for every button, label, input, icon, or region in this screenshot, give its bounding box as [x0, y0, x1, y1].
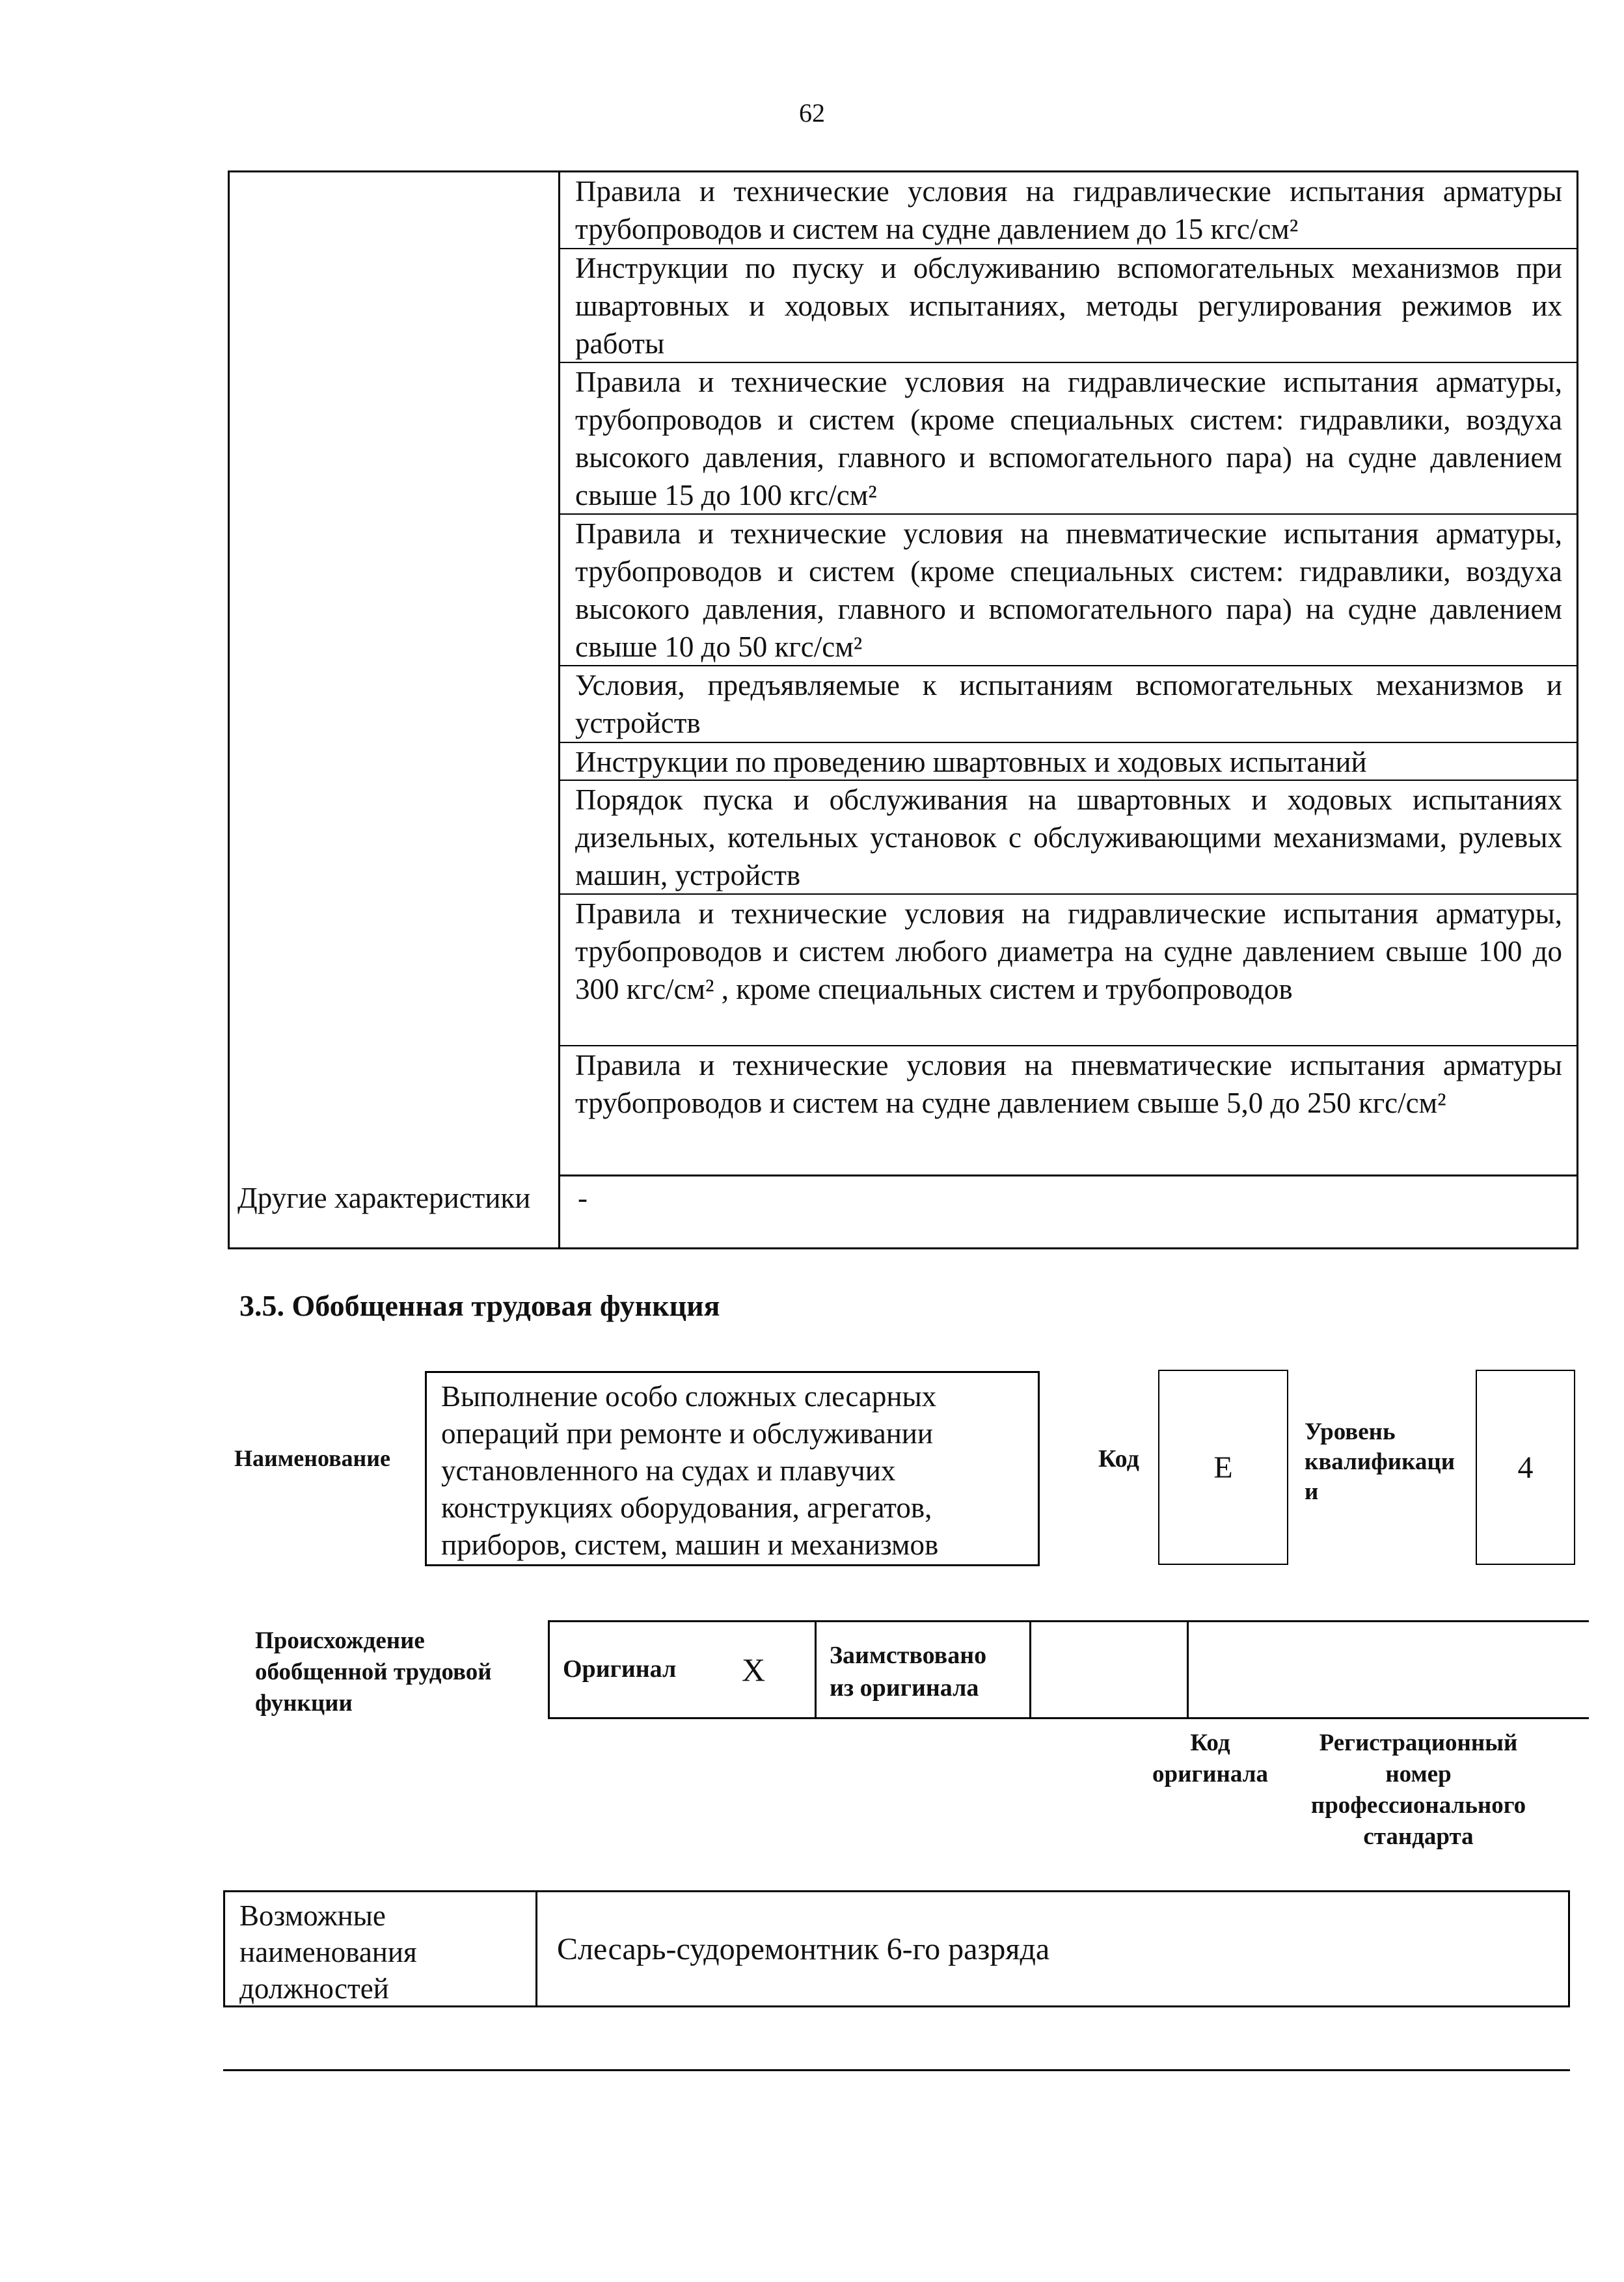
registration-number-cell	[1187, 1620, 1589, 1719]
original-code-cell	[1029, 1620, 1189, 1719]
positions-table	[223, 1890, 1570, 2007]
qualification-level-label: Уровень квалификаци и	[1305, 1419, 1455, 1505]
positions-label: Возможные наименования должностей	[225, 1892, 537, 2005]
name-label: Наименование	[234, 1445, 390, 1471]
footer-divider	[223, 2069, 1570, 2071]
knowledge-row: Инструкции по пуску и обслуживанию вспомогательных механизмов при швартовных и ходовых испытаниях, методы регулирования режимов их работы	[558, 249, 1577, 363]
other-characteristics-label: Другие характеристики	[237, 1182, 531, 1214]
qualification-level-value: 4	[1476, 1370, 1575, 1565]
other-characteristics-value: -	[578, 1182, 588, 1214]
knowledge-row: Правила и технические условия на гидравлические испытания арматуры, трубопроводов и систем любого диаметра на судне давлением свыше 100 до 300 кгс/см² , кроме специальных систем и трубопроводов	[558, 895, 1577, 1046]
borrowed-label: Заимствовано из оригинала	[815, 1620, 1031, 1719]
knowledge-table	[228, 170, 1578, 1249]
knowledge-row: Правила и технические условия на гидравлические испытания арматуры трубопроводов и систем на судне давлением до 15 кгс/см²	[558, 172, 1577, 249]
knowledge-row: Условия, предъявляемые к испытаниям вспомогательных механизмов и устройств	[558, 666, 1577, 743]
positions-value: Слесарь-судоремонтник 6-го разряда	[557, 1931, 1050, 1966]
knowledge-row: Правила и технические условия на гидравлические испытания арматуры, трубопроводов и систем (кроме специальных систем: гидравлики, воздуха высокого давления, главного и вспомогательного пара) на судне давлением свыше 15 до 100 кгс/см²	[558, 363, 1577, 515]
origin-table	[548, 1620, 1589, 1719]
knowledge-row: Инструкции по проведению швартовных и ходовых испытаний	[558, 743, 1577, 781]
origin-label: Происхождение обобщенной трудовой функции	[255, 1627, 492, 1717]
code-original-caption: Код оригинала	[1152, 1730, 1268, 1787]
code-value: E	[1158, 1370, 1288, 1565]
registration-number-caption: Регистрационный номер профессионального стандарта	[1310, 1730, 1526, 1850]
original-mark: X	[742, 1651, 766, 1688]
page-number: 62	[799, 98, 825, 128]
function-name-box: Выполнение особо сложных слесарных операций при ремонте и обслуживании установленного на судах и плавучих конструкциях оборудования, агрегатов, приборов, систем, машин и механизмов	[425, 1371, 1040, 1566]
code-label: Код	[1098, 1445, 1139, 1473]
knowledge-row: Правила и технические условия на пневматические испытания арматуры трубопроводов и систем на судне давлением свыше 5,0 до 250 кгс/см²	[558, 1046, 1577, 1176]
original-label: Оригинал	[563, 1655, 677, 1683]
knowledge-row: Правила и технические условия на пневматические испытания арматуры, трубопроводов и систем (кроме специальных систем: гидравлики, воздуха высокого давления, главного и вспомогательного пара) на судне давлением свыше 10 до 50 кгс/см²	[558, 515, 1577, 666]
knowledge-cell	[558, 172, 1577, 1176]
section-heading: 3.5. Обобщенная трудовая функция	[239, 1289, 720, 1322]
knowledge-row: Порядок пуска и обслуживания на швартовных и ходовых испытаниях дизельных, котельных установок с обслуживающими механизмами, рулевых машин, устройств	[558, 781, 1577, 895]
origin-original-cell	[548, 1620, 817, 1719]
